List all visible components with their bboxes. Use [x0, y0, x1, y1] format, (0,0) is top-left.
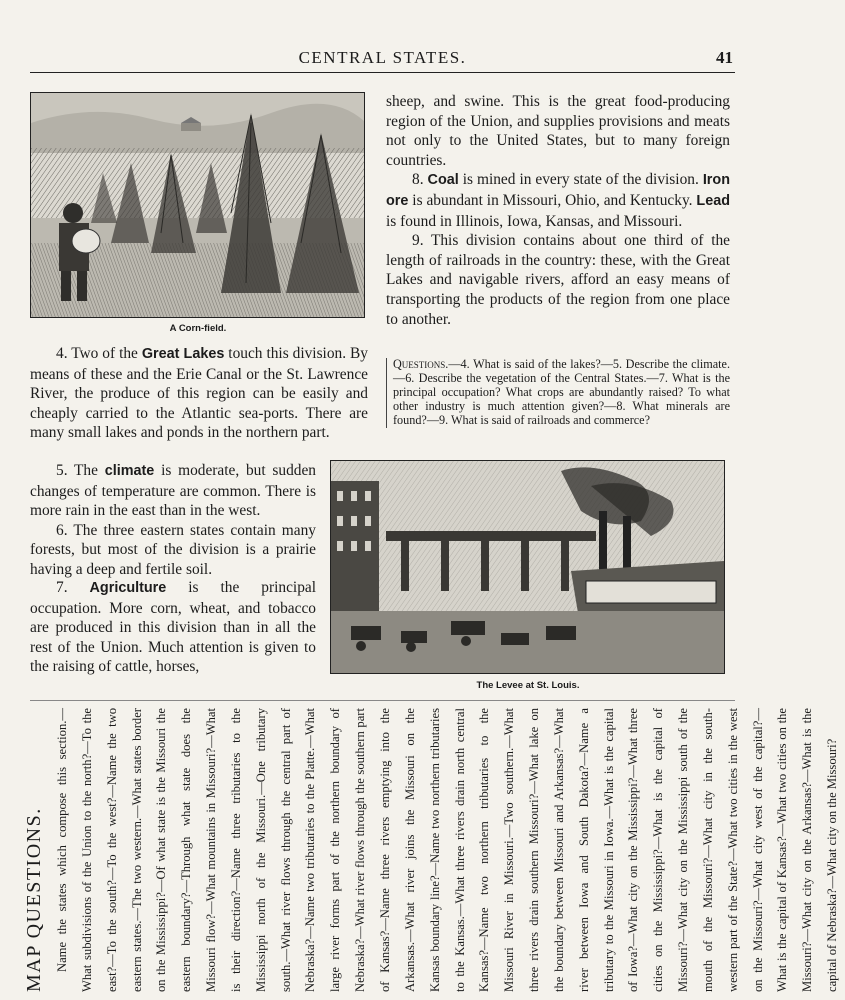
- paragraph-number: 6.: [56, 521, 68, 539]
- paragraph-text: touch this division. By means of these and the Erie Canal or the St. Lawrence River, the produce of this region can be easily and cheaply carried to the Atlantic sea-ports. There are many small lakes and ponds in the northern part.: [30, 345, 368, 442]
- paragraph-text: The three eastern states contain many forests, but most of the division is a prairie having a deep and fertile soil.: [30, 521, 316, 578]
- paragraph-9: [386, 231, 730, 329]
- questions-text: —4. What is said of the lakes?—5. Describe the climate.—6. Describe the vegetation of the Central States.—7. What is the principal occupation? What crops are abundantly raised? To what other industry is much attention given?—8. What minerals are found?—9. What is said of railroads and commerce?: [393, 357, 730, 427]
- paragraph-text: is moderate, but sudden changes of temperature are common. There is more rain in the east than in the west.: [30, 462, 316, 520]
- keyword-climate: climate: [104, 463, 155, 479]
- left-lower-text: [30, 461, 316, 580]
- paragraph-text: This division contains about one third of the length of railroads in the country: these, with the Great Lakes and navigable rivers, afford an easy means of transporting the products of the region from one place to another.: [386, 232, 730, 328]
- levee-figure: [330, 460, 726, 700]
- paragraph-4: [30, 344, 368, 443]
- left-column-text: [30, 344, 368, 443]
- paragraph-7-block: [30, 578, 316, 677]
- map-questions-section: [18, 708, 840, 992]
- review-questions: [386, 358, 730, 428]
- paragraph-6: [30, 521, 316, 580]
- paragraph-number: 9.: [412, 232, 424, 250]
- corn-field-caption: A Corn-field.: [169, 323, 227, 334]
- questions-heading: Questions.: [393, 357, 449, 371]
- page-title: CENTRAL STATES.: [298, 48, 467, 67]
- paragraph-5: [30, 461, 316, 521]
- paragraph-number: 7.: [56, 579, 68, 596]
- running-header: [30, 48, 735, 73]
- page-number: 41: [716, 48, 733, 67]
- corn-field-figure: [30, 92, 366, 342]
- paragraph-text: Two of the: [67, 345, 142, 362]
- section-divider: [30, 700, 735, 701]
- paragraph-text: is abundant in Missouri, Ohio, and Kentucky.: [408, 191, 697, 209]
- keyword-agriculture: Agriculture: [89, 580, 167, 596]
- keyword-iron-ore: Iron ore: [386, 172, 730, 209]
- right-column-text: [386, 92, 730, 329]
- map-questions-title: MAP QUESTIONS.: [23, 807, 45, 992]
- levee-illustration: [330, 460, 725, 674]
- keyword-great-lakes: Great Lakes: [141, 346, 225, 362]
- paragraph-text: is mined in every state of the division.: [458, 171, 703, 189]
- corn-field-illustration: [30, 92, 365, 318]
- map-questions-rotated: [18, 708, 840, 992]
- keyword-coal: Coal: [427, 172, 459, 189]
- paragraph-text: The: [67, 462, 105, 479]
- paragraph-number: 8.: [412, 171, 424, 189]
- paragraph-text: is the principal occupation. More corn, wheat, and tobacco are produced in this division than in all the rest of the Union. Much attention is given to the raising of cattle, horses,: [30, 579, 316, 676]
- levee-caption: The Levee at St. Louis.: [476, 680, 580, 691]
- keyword-lead: Lead: [696, 192, 730, 209]
- paragraph-7: [30, 578, 316, 677]
- paragraph-8: [386, 170, 730, 231]
- paragraph-text: is found in Illinois, Iowa, Kansas, and Missouri.: [386, 212, 683, 230]
- paragraph-continued: sheep, and swine. This is the great food-producing region of the Union, and supplies provisions and meats not only to the United States, but to many foreign countries.: [386, 93, 730, 169]
- map-questions-text: Name the states which compose this section.—What subdivisions of the Union to the north?—To the east?—To the south?—To the west?—Name the two eastern states.—The two western.—What states border on the Mississippi?—Of what state is the Missouri the eastern boundary?—Through what state does the Missouri flow?—What mountains in Missouri?—What is their direction?—Name three tributaries to the Mississippi north of the Missouri.—One tributary south.—What river flows through the central part of Nebraska?—Name two tributaries to the Platte.—What large river forms part of the northern boundary of Nebraska?—What river flows through the southern part of Kansas?—Name three rivers emptying into the Arkansas.—What river joins the Missouri on the Kansas boundary line?—Name two northern tributaries to the Kansas.—What three rivers drain north central Kansas?—Name two northern tributaries to the Missouri River in Missouri.—Two southern.—What three rivers drain southern Missouri?—What lake on the boundary between Missouri and Arkansas?—What river between Iowa and South Dakota?—Name a tributary to the Missouri in Iowa.—What is the capital of Iowa?—What city on the Mississippi?—What three cities on the Mississippi?—What is the capital of Missouri?—What city on the Mississippi south of the mouth of the Missouri?—What city in the south-western part of the State?—What two cities in the west on the Missouri?—What city west of the capital?—What is the capital of Kansas?—What two cities on the Missouri?—What city on the Arkansas?—What is the capital of Nebraska?—What city on the Missouri?: [55, 708, 840, 992]
- paragraph-number: 4.: [56, 345, 68, 362]
- paragraph-number: 5.: [56, 462, 68, 479]
